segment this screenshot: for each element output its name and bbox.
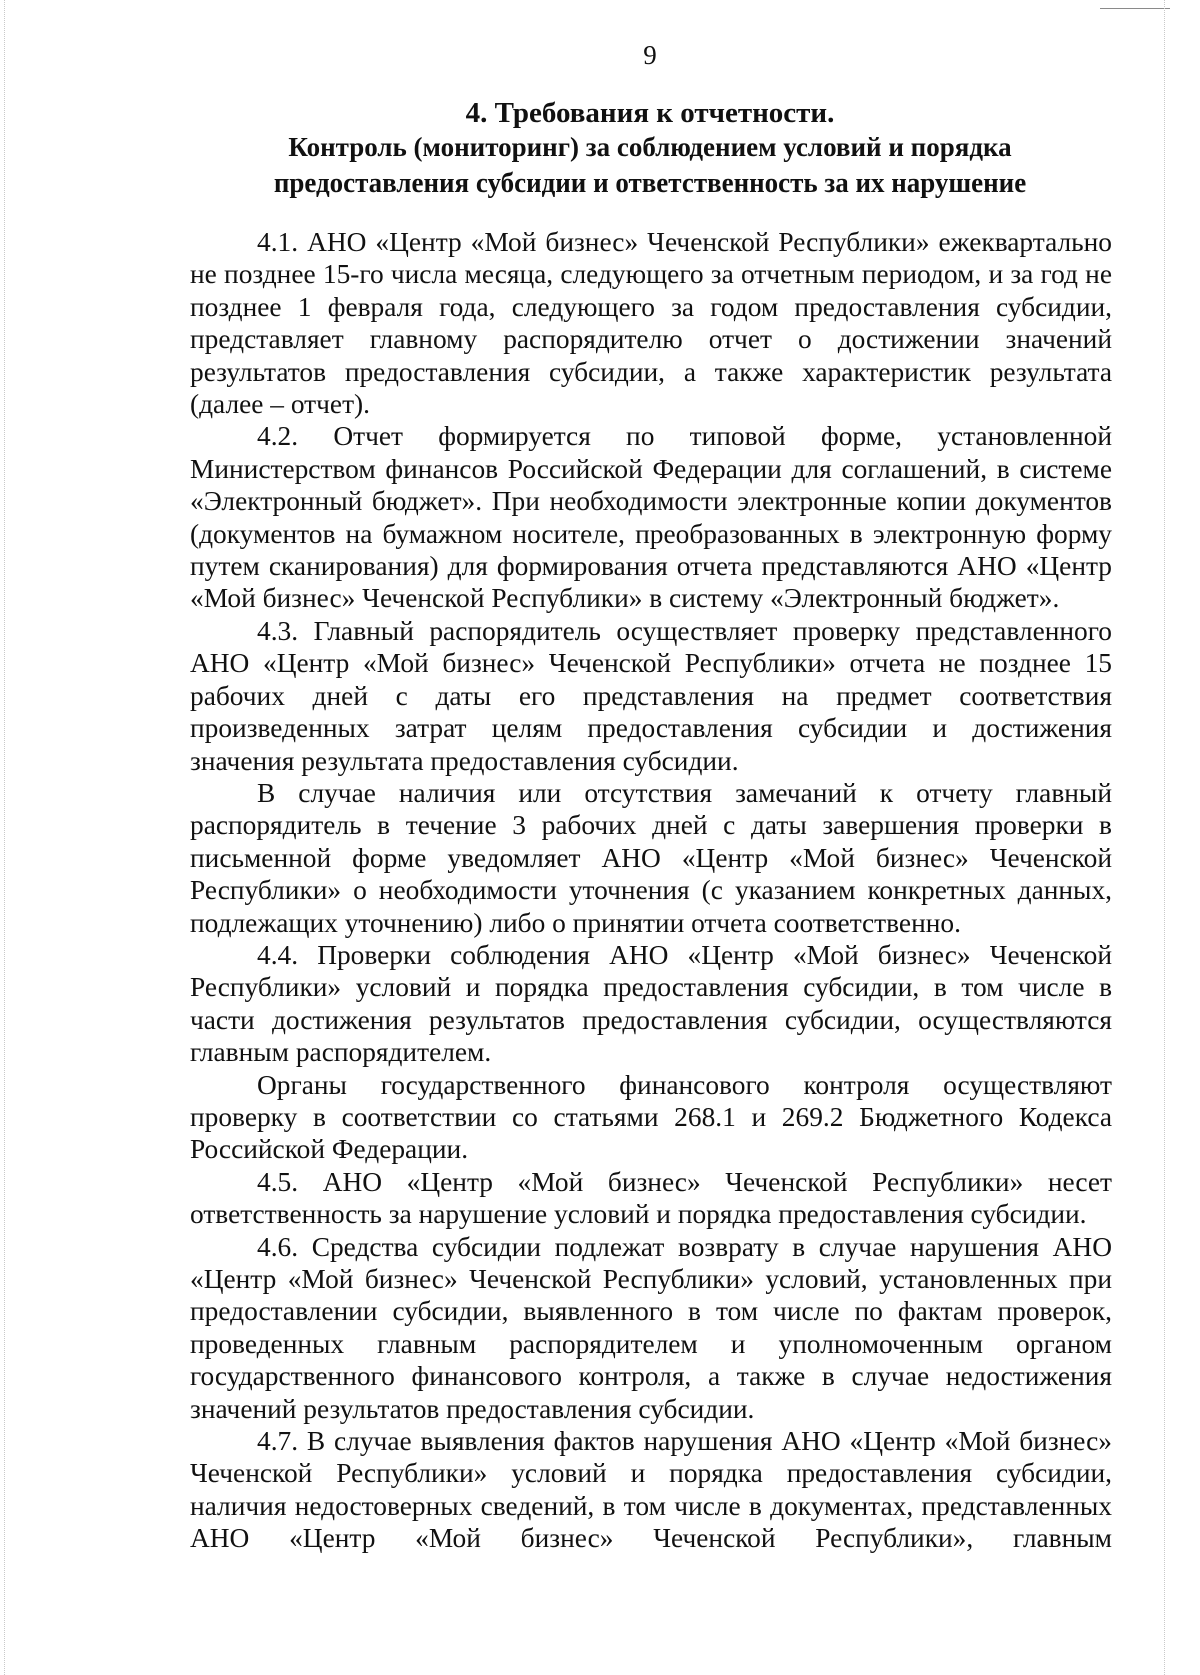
- scan-corner-line: [1100, 8, 1170, 9]
- paragraph-4-6: 4.6. Средства субсидии подлежат возврату в случае нарушения АНО «Центр «Мой бизнес» Чеченской Республики» условий, установленных при предоставлении субсидии, выявленного в том числе по фактам проверок, проведенных главным распорядителем и уполномоченным органом государственного финансового контроля, а также в случае недостижения значений результатов предоставления субсидии.: [190, 1231, 1112, 1424]
- paragraph-4-2: 4.2. Отчет формируется по типовой форме, установленной Министерством финансов Российской Федерации для соглашений, в системе «Электронный бюджет». При необходимости электронные копии документов (документов на бумажном носителе, преобразованных в электронную форму путем сканирования) для формирования отчета представляются АНО «Центр «Мой бизнес» Чеченской Республики» в систему «Электронный бюджет».: [190, 421, 1112, 614]
- heading-line-2: Контроль (мониторинг) за соблюдением условий и порядка: [288, 132, 1012, 162]
- paragraph-4-1: 4.1. АНО «Центр «Мой бизнес» Чеченской Республики» ежеквартально не позднее 15-го числа месяца, следующего за отчетным периодом, и за год не позднее 1 февраля года, следующего за годом предоставления субсидии, представляет главному распорядителю отчет о достижении значений результатов предоставления субсидии, а также характеристик результата (далее – отчет).: [190, 227, 1112, 420]
- section-heading: [190, 96, 1110, 202]
- paragraph-4-7: 4.7. В случае выявления фактов нарушения АНО «Центр «Мой бизнес» Чеченской Республики» условий и порядка предоставления субсидии, наличия недостоверных сведений, в том числе в документах, представленных АНО «Центр «Мой бизнес» Чеченской Республики», главным: [190, 1426, 1112, 1554]
- paragraph-4-5: 4.5. АНО «Центр «Мой бизнес» Чеченской Республики» несет ответственность за нарушение условий и порядка предоставления субсидии.: [190, 1166, 1112, 1230]
- scan-right-edge: [1164, 0, 1166, 1675]
- paragraph-4-4-control-bodies: Органы государственного финансового контроля осуществляют проверку в соответствии со статьями 268.1 и 269.2 Бюджетного Кодекса Российской Федерации.: [190, 1069, 1112, 1165]
- heading-line-1: 4. Требования к отчетности.: [465, 97, 835, 129]
- heading-line-3: предоставления субсидии и ответственность за их нарушение: [273, 167, 1027, 199]
- paragraph-4-3: 4.3. Главный распорядитель осуществляет проверку представленного АНО «Центр «Мой бизнес» Чеченской Республики» отчета не позднее 15 рабочих дней с даты его представления на предмет соответствия произведенных затрат целям предоставления субсидии и достижения значения результата предоставления субсидии.: [190, 615, 1112, 776]
- paragraph-4-3-remarks: В случае наличия или отсутствия замечаний к отчету главный распорядитель в течение 3 рабочих дней с даты завершения проверки в письменной форме уведомляет АНО «Центр «Мой бизнес» Чеченской Республики» о необходимости уточнения (с указанием конкретных данных, подлежащих уточнению) либо о принятии отчета соответственно.: [190, 777, 1112, 938]
- document-body: [190, 226, 1112, 1555]
- scan-left-edge: [4, 0, 6, 1675]
- paragraph-4-4: 4.4. Проверки соблюдения АНО «Центр «Мой бизнес» Чеченской Республики» условий и порядка предоставления субсидии, в том числе в части достижения результатов предоставления субсидии, осуществляются главным распорядителем.: [190, 939, 1112, 1068]
- page-number: 9: [643, 40, 657, 70]
